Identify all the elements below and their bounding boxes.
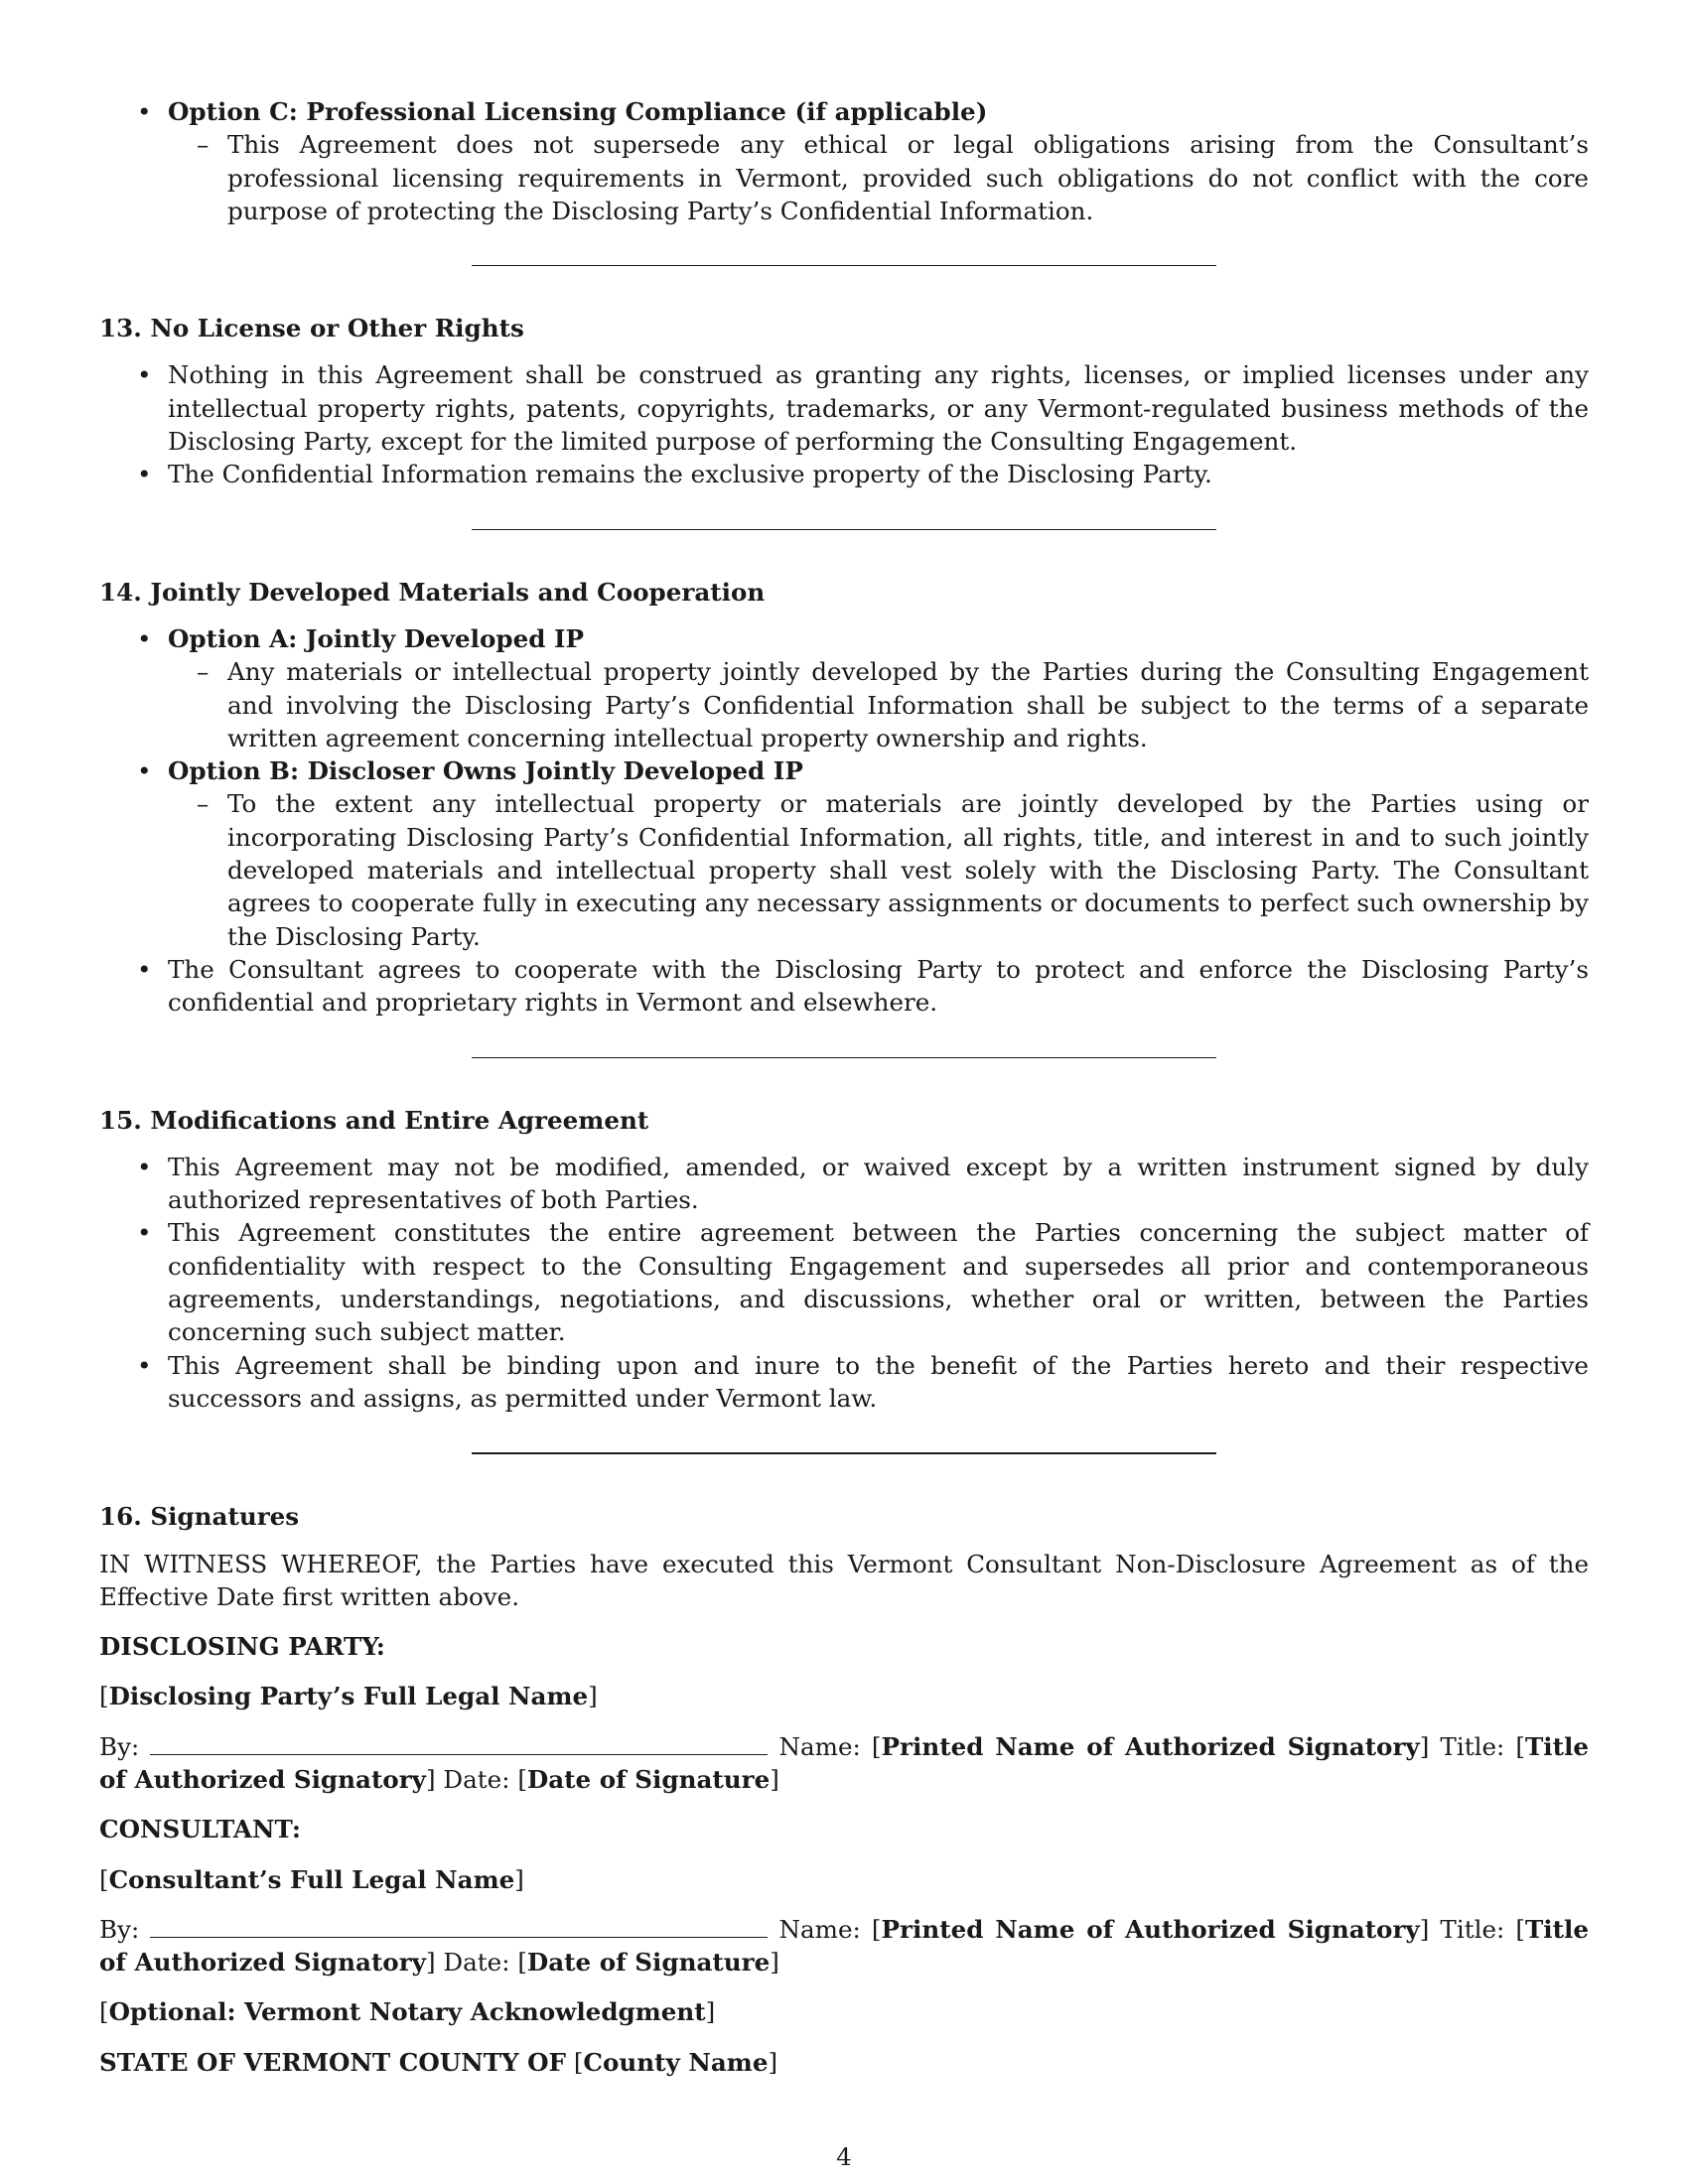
list-item <box>99 754 1589 953</box>
list-item: • This Agreement constitutes the entire agreement between the Parties concerning the subject matter of confidentiality with respect to the Consulting Engagement and supersedes all prior and contemporaneous agreements, understandings, negotiations, and discussions, whether oral or written, between the Parties concerning such subject matter. <box>99 1216 1589 1348</box>
option-a-heading: Option A: Jointly Developed IP <box>168 623 584 653</box>
state-county-label: STATE OF VERMONT COUNTY OF <box>99 2047 566 2077</box>
county-placeholder: County Name <box>583 2047 769 2077</box>
disclosing-party-name: [Disclosing Party’s Full Legal Name] <box>99 1682 598 1711</box>
title-label: Title: <box>1440 1914 1505 1944</box>
consultant-name: [Consultant’s Full Legal Name] <box>99 1864 524 1894</box>
title-label: Title: <box>1440 1731 1505 1761</box>
date-label: Date: <box>443 1764 510 1794</box>
disclosing-party-label: DISCLOSING PARTY: <box>99 1632 385 1662</box>
date-placeholder: Date of Signature <box>526 1948 771 1978</box>
witness-paragraph: IN WITNESS WHEREOF, the Parties have executed this Vermont Consultant Non-Disclosure Agreement as of the Effective Date first written above. <box>99 1549 1589 1611</box>
list-item <box>99 95 1589 227</box>
section14-list <box>99 622 1589 1020</box>
name-label: Name: <box>778 1914 861 1944</box>
option-c-sublist <box>168 128 1589 227</box>
notary-heading: [Optional: Vermont Notary Acknowledgment] <box>99 1997 716 2027</box>
section13-list <box>99 358 1589 490</box>
page-number: 4 <box>836 2142 852 2171</box>
date-label: Date: <box>443 1948 510 1978</box>
section15-heading: 15. Modifications and Entire Agreement <box>99 1105 649 1135</box>
section12-list <box>99 95 1589 227</box>
section14-heading: 14. Jointly Developed Materials and Cooperation <box>99 577 766 607</box>
divider <box>472 1057 1216 1058</box>
disclosing-signature-block: By: Name: [Printed Name of Authorized Signatory] Title: [Title of Authorized Signatory] Date: [Date of Signature] <box>99 1731 1589 1794</box>
notary-heading-value: Optional: Vermont Notary Acknowledgment <box>108 1997 706 2027</box>
option-a-sublist <box>168 655 1589 754</box>
list-item: • This Agreement may not be modified, amended, or waived except by a written instrument signed by duly authorized representatives of both Parties. <box>99 1151 1589 1217</box>
list-item <box>99 622 1589 754</box>
consultant-name-value: Consultant’s Full Legal Name <box>108 1864 515 1894</box>
divider <box>472 265 1216 266</box>
signature-line[interactable] <box>150 1730 768 1755</box>
option-b-text: – To the extent any intellectual property or materials are jointly developed by the Parties using or incorporating Disclosing Party’s Confidential Information, all rights, title, and interest in and to such jointly developed materials and intellectual property shall vest solely with the Disclosing Party. The Consultant agrees to cooperate fully in executing any necessary assignments or documents to perfect such ownership by the Disclosing Party. <box>168 787 1589 952</box>
date-placeholder: Date of Signature <box>526 1764 771 1794</box>
by-label: By: <box>99 1914 140 1944</box>
state-county-line: STATE OF VERMONT COUNTY OF [County Name] <box>99 2047 778 2077</box>
name-placeholder: Printed Name of Authorized Signatory <box>881 1731 1420 1761</box>
list-item: • The Consultant agrees to cooperate with the Disclosing Party to protect and enforce the Disclosing Party’s confidential and proprietary rights in Vermont and elsewhere. <box>99 953 1589 1020</box>
option-b-sublist <box>168 787 1589 952</box>
title-placeholder: Title of Authorized Signatory <box>99 1914 1589 1978</box>
list-item: • The Confidential Information remains the exclusive property of the Disclosing Party. <box>99 458 1589 490</box>
disclosing-party-name-value: Disclosing Party’s Full Legal Name <box>108 1682 589 1711</box>
signature-line[interactable] <box>150 1913 768 1938</box>
option-c-heading: Option C: Professional Licensing Compliance (if applicable) <box>168 97 988 126</box>
option-b-heading: Option B: Discloser Owns Jointly Developed IP <box>168 756 803 786</box>
option-a-text: – Any materials or intellectual property jointly developed by the Parties during the Consulting Engagement and involving the Disclosing Party’s Confidential Information shall be subject to the terms of a separate written agreement concerning intellectual property ownership and rights. <box>168 655 1589 754</box>
name-label: Name: <box>778 1731 861 1761</box>
name-placeholder: Printed Name of Authorized Signatory <box>881 1914 1420 1944</box>
divider <box>472 529 1216 530</box>
section16-heading: 16. Signatures <box>99 1502 300 1532</box>
section13-heading: 13. No License or Other Rights <box>99 314 524 343</box>
divider <box>472 1452 1216 1454</box>
consultant-label: CONSULTANT: <box>99 1815 301 1844</box>
section15-list <box>99 1151 1589 1415</box>
option-c-text: – This Agreement does not supersede any ethical or legal obligations arising from the Consultant’s professional licensing requirements in Vermont, provided such obligations do not conflict with the core purpose of protecting the Disclosing Party’s Confidential Information. <box>168 128 1589 227</box>
document-page <box>99 95 1589 2079</box>
title-placeholder: Title of Authorized Signatory <box>99 1731 1589 1794</box>
by-label: By: <box>99 1731 140 1761</box>
list-item: • Nothing in this Agreement shall be construed as granting any rights, licenses, or implied licenses under any intellectual property rights, patents, copyrights, trademarks, or any Vermont-regulated business methods of the Disclosing Party, except for the limited purpose of performing the Consulting Engagement. <box>99 358 1589 458</box>
list-item: • This Agreement shall be binding upon and inure to the benefit of the Parties hereto and their respective successors and assigns, as permitted under Vermont law. <box>99 1349 1589 1416</box>
consultant-signature-block: By: Name: [Printed Name of Authorized Signatory] Title: [Title of Authorized Signatory] Date: [Date of Signature] <box>99 1914 1589 1978</box>
